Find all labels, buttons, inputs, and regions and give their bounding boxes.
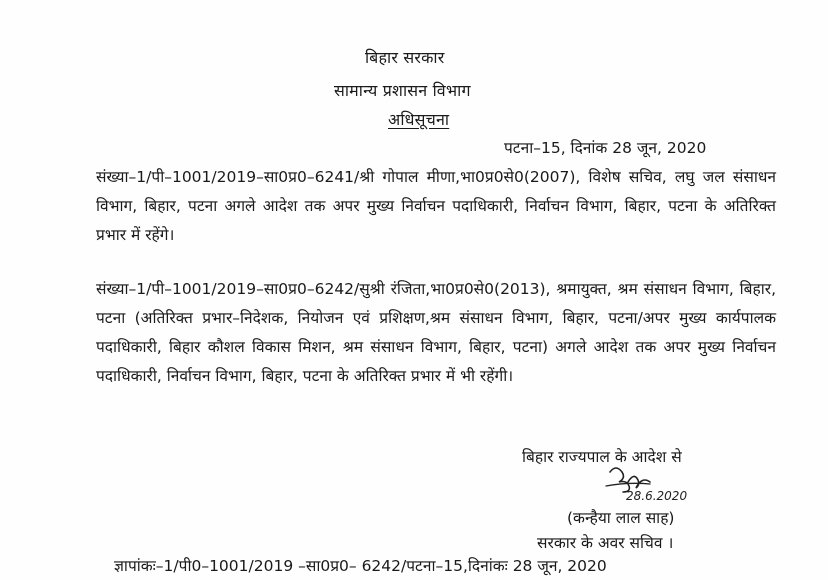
- government-title: बिहार सरकार: [365, 48, 445, 67]
- place-and-date: पटना–15, दिनांक 28 जून, 2020: [504, 139, 707, 157]
- notification-paragraph-2: संख्या–1/पी–1001/2019–सा0प्र0–6242/सुश्री रंजिता,भा0प्र0से0(2013), श्रमायुक्त, श्रम संसाधन विभाग, बिहार, पटना (अतिरिक्त प्रभार–निदेशक, नियोजन एवं प्रशिक्षण,श्रम संसाधन विभाग, बिहार, पटना/अपर मुख्य कार्यपालक पदाधिकारी, बिहार कौशल विकास मिशन, श्रम संसाधन विभाग, बिहार, पटना) अगले आदेश तक अपर मुख्य निर्वाचन पदाधिकारी, निर्वाचन विभाग, बिहार, पटना के अतिरिक्त प्रभार में भी रहेंगी।: [96, 280, 776, 385]
- handwritten-date: 28.6.2020: [626, 489, 688, 503]
- signatory-designation: सरकार के अवर सचिव ।: [537, 534, 674, 552]
- notification-paragraph-1: संख्या–1/पी–1001/2019–सा0प्र0–6241/श्री गोपाल मीणा,भा0प्र0से0(2007), विशेष सचिव, लघु जल संसाधन विभाग, बिहार, पटना अगले आदेश तक अपर मुख्य निर्वाचन पदाधिकारी, निर्वाचन विभाग, बिहार, पटना के अतिरिक्त प्रभार में रहेंगे।: [96, 168, 776, 244]
- signatory-name: (कन्हैया लाल साह): [567, 509, 675, 527]
- memo-reference-line: ज्ञापांकः–1/पी0–1001/2019 –सा0प्र0– 6242/पटना–15,दिनांकः 28 जून, 2020: [114, 557, 607, 575]
- document-type-heading: अधिसूचना: [388, 110, 450, 129]
- handwritten-signature: [588, 462, 728, 506]
- order-line: बिहार राज्यपाल के आदेश से: [522, 448, 682, 466]
- department-title: सामान्य प्रशासन विभाग: [334, 81, 471, 100]
